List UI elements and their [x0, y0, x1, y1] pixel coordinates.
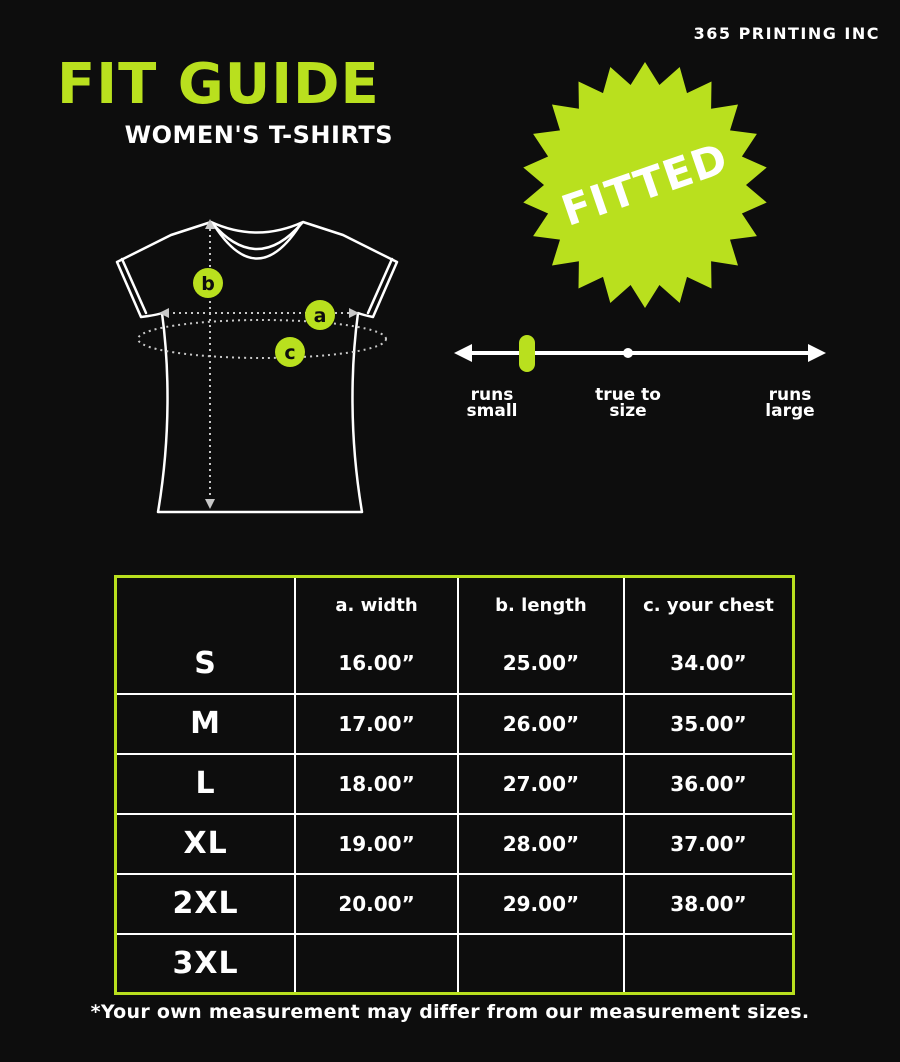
scale-label-true-to-size: true to size [595, 385, 661, 421]
header-cell-width: a. width [295, 577, 458, 634]
width-arrow-left [159, 308, 169, 318]
size-label: 2XL [116, 874, 296, 934]
table-row [116, 754, 794, 814]
page-subtitle: WOMEN'S T-SHIRTS [124, 120, 393, 149]
fit-marker [519, 335, 535, 372]
right-cuff-line [368, 259, 392, 313]
header-cell-chest: c. your chest [624, 577, 794, 634]
measurement-disclaimer: *Your own measurement may differ from our measurement sizes. [90, 1001, 810, 1023]
chest-value: 37.00” [624, 814, 794, 874]
point-c-label: c [284, 342, 296, 364]
fit-scale [450, 333, 830, 381]
tshirt-outline [117, 222, 397, 512]
size-table-wrap [114, 575, 795, 993]
size-label: L [116, 754, 296, 814]
point-a-label: a [313, 305, 327, 327]
table-row [116, 694, 794, 754]
chest-value [624, 934, 794, 994]
collar-line-2 [214, 225, 300, 259]
size-label: XL [116, 814, 296, 874]
length-value: 27.00” [458, 754, 624, 814]
length-value: 28.00” [458, 814, 624, 874]
point-b-label: b [201, 273, 215, 295]
header-cell-blank [116, 577, 296, 634]
chest-value: 34.00” [624, 634, 794, 694]
table-row [116, 814, 794, 874]
table-row [116, 874, 794, 934]
size-label: M [116, 694, 296, 754]
width-value: 18.00” [295, 754, 458, 814]
scale-label-runs-small: runs small [466, 385, 518, 421]
chest-measure-ellipse [138, 320, 386, 358]
width-value: 20.00” [295, 874, 458, 934]
length-value: 25.00” [458, 634, 624, 694]
scale-arrow-right [808, 344, 826, 362]
left-cuff-line [122, 259, 146, 313]
size-table [114, 575, 795, 995]
size-label: S [116, 634, 296, 694]
chest-value: 36.00” [624, 754, 794, 814]
length-value: 26.00” [458, 694, 624, 754]
scale-arrow-left [454, 344, 472, 362]
true-to-size-tick [623, 348, 633, 358]
title-block [57, 52, 393, 149]
scale-label-runs-large: runs large [765, 385, 815, 421]
header-cell-length: b. length [458, 577, 624, 634]
fitted-badge [520, 60, 770, 310]
length-arrow-down [205, 499, 215, 509]
tshirt-diagram [105, 195, 425, 525]
width-value: 16.00” [295, 634, 458, 694]
chest-value: 35.00” [624, 694, 794, 754]
length-value [458, 934, 624, 994]
width-value: 17.00” [295, 694, 458, 754]
page-title: FIT GUIDE [57, 52, 380, 117]
fitted-badge-label: FITTED [555, 133, 735, 236]
size-label: 3XL [116, 934, 296, 994]
length-value: 29.00” [458, 874, 624, 934]
brand-name: 365 PRINTING INC [693, 24, 880, 43]
width-value: 19.00” [295, 814, 458, 874]
table-header-row [116, 577, 794, 634]
table-row [116, 934, 794, 994]
width-value [295, 934, 458, 994]
table-row [116, 634, 794, 694]
chest-value: 38.00” [624, 874, 794, 934]
